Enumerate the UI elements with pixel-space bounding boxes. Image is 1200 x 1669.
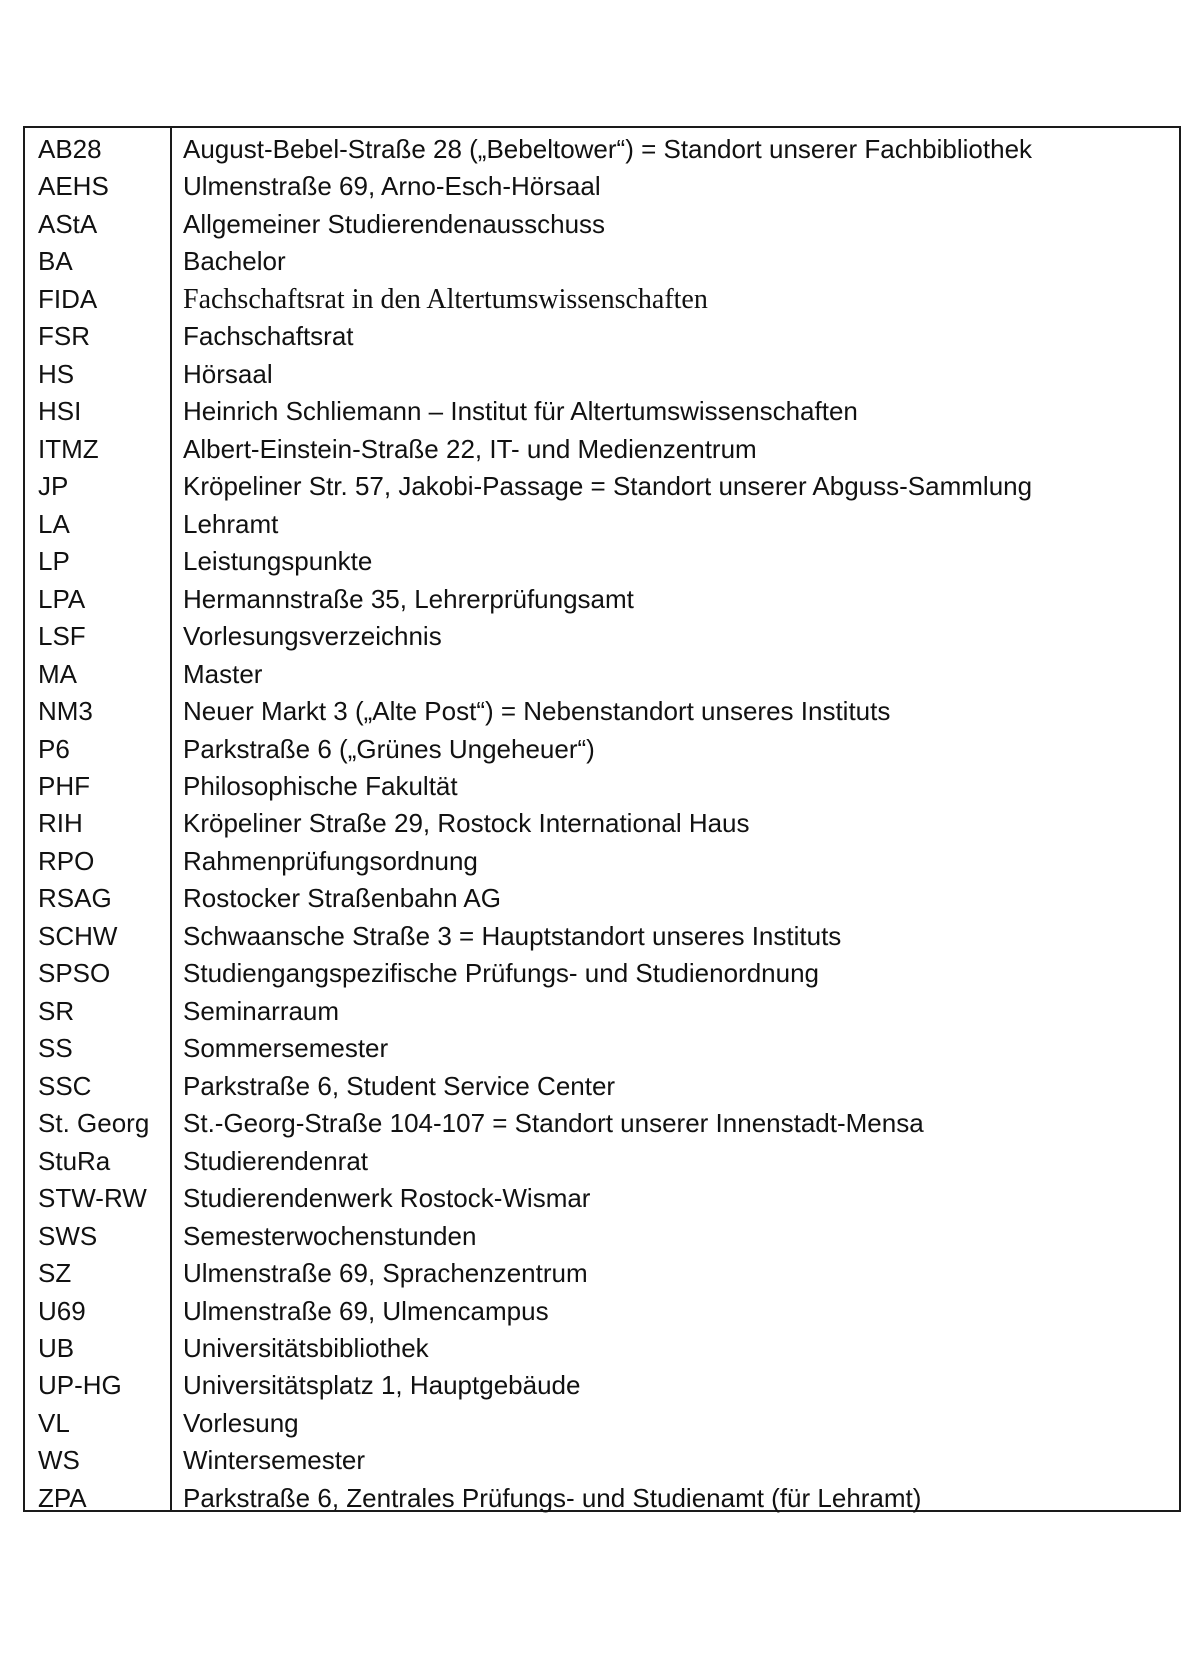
description-cell: Albert-Einstein-Straße 22, IT- und Medienzentrum <box>183 433 757 464</box>
abbreviation-cell: STW-RW <box>38 1183 147 1214</box>
description-cell: Parkstraße 6, Zentrales Prüfungs- und Studienamt (für Lehramt) <box>183 1482 922 1513</box>
abbreviation-cell: SR <box>38 995 75 1026</box>
abbreviation-cell: FSR <box>38 321 90 352</box>
table-row <box>25 1143 1179 1180</box>
table-row <box>25 393 1179 430</box>
abbreviation-cell: RPO <box>38 845 95 876</box>
abbreviation-cell: RIH <box>38 808 83 839</box>
table-row <box>25 131 1179 168</box>
table-row <box>25 1105 1179 1142</box>
table-row <box>25 1068 1179 1105</box>
table-row <box>25 880 1179 917</box>
abbreviation-cell: MA <box>38 658 77 689</box>
description-cell: Seminarraum <box>183 995 340 1026</box>
abbreviation-cell: LSF <box>38 621 86 652</box>
abbreviation-cell: JP <box>38 471 69 502</box>
table-row <box>25 1255 1179 1292</box>
abbreviation-cell: U69 <box>38 1295 86 1326</box>
description-cell: Universitätsbibliothek <box>183 1333 429 1363</box>
description-cell: Parkstraße 6, Student Service Center <box>183 1070 616 1101</box>
description-cell: Parkstraße 6 („Grünes Ungeheuer“) <box>183 733 595 764</box>
table-row <box>25 918 1179 955</box>
abbreviation-cell: NM3 <box>38 696 93 727</box>
abbreviation-cell: LPA <box>38 583 86 614</box>
description-cell: Universitätsplatz 1, Hauptgebäude <box>183 1370 581 1401</box>
description-cell: Rahmenprüfungsordnung <box>183 845 478 876</box>
description-cell: Allgemeiner Studierendenausschuss <box>183 208 606 239</box>
abbreviation-cell: AStA <box>38 208 98 239</box>
abbreviation-cell: ITMZ <box>38 433 99 464</box>
table-row <box>25 843 1179 880</box>
abbreviation-cell: SPSO <box>38 958 111 989</box>
table-row <box>25 693 1179 730</box>
table-row <box>25 805 1179 842</box>
table-row <box>25 581 1179 618</box>
description-cell: August-Bebel-Straße 28 („Bebeltower“) = Standort unserer Fachbibliothek <box>183 134 1033 164</box>
table-row <box>25 243 1179 280</box>
table-row <box>25 431 1179 468</box>
abbreviation-cell: LA <box>38 508 70 539</box>
description-cell: Bachelor <box>183 246 286 277</box>
abbreviation-cell: St. Georg <box>38 1108 150 1139</box>
abbreviation-cell: UB <box>38 1333 75 1363</box>
table-row <box>25 1180 1179 1217</box>
abbreviation-cell: P6 <box>38 733 70 764</box>
description-cell: Philosophische Fakultät <box>183 770 458 801</box>
description-cell: Kröpeliner Str. 57, Jakobi-Passage = Standort unserer Abguss-Sammlung <box>183 471 1033 502</box>
table-row <box>25 656 1179 693</box>
abbreviation-cell: SS <box>38 1033 73 1064</box>
abbreviation-cell: AEHS <box>38 171 109 202</box>
table-row <box>25 731 1179 768</box>
table-row <box>25 1330 1179 1367</box>
abbreviation-cell: LP <box>38 546 70 577</box>
description-cell: Heinrich Schliemann – Institut für Altertumswissenschaften <box>183 396 858 427</box>
abbreviation-table <box>23 126 1181 1512</box>
description-cell: Leistungspunkte <box>183 546 373 577</box>
table-row <box>25 1442 1179 1479</box>
description-cell: Studierendenwerk Rostock-Wismar <box>183 1183 591 1214</box>
abbreviation-cell: SCHW <box>38 920 118 951</box>
table-row <box>25 993 1179 1030</box>
table-row <box>25 281 1179 318</box>
table-row <box>25 1218 1179 1255</box>
abbreviation-cell: AB28 <box>38 134 102 164</box>
description-cell: Hörsaal <box>183 358 273 389</box>
table-row <box>25 618 1179 655</box>
abbreviation-cell: SSC <box>38 1070 92 1101</box>
description-cell: Studierendenrat <box>183 1145 369 1176</box>
abbreviation-cell: FIDA <box>38 283 98 314</box>
abbreviation-cell: SZ <box>38 1258 72 1289</box>
description-cell: Fachschaftsrat <box>183 321 354 352</box>
abbreviation-cell: RSAG <box>38 883 112 914</box>
table-row <box>25 506 1179 543</box>
abbreviation-cell: BA <box>38 246 73 277</box>
abbreviation-cell: StuRa <box>38 1145 111 1176</box>
table-row <box>25 1405 1179 1442</box>
description-cell: Ulmenstraße 69, Sprachenzentrum <box>183 1258 588 1289</box>
table-row <box>25 955 1179 992</box>
abbreviation-cell: HS <box>38 358 75 389</box>
description-cell: Vorlesung <box>183 1407 299 1438</box>
abbreviation-cell: ZPA <box>38 1482 87 1513</box>
description-cell: Schwaansche Straße 3 = Hauptstandort unseres Instituts <box>183 920 842 951</box>
table-row <box>25 468 1179 505</box>
table-body <box>25 131 1179 1517</box>
description-cell: Semesterwochenstunden <box>183 1220 477 1251</box>
abbreviation-cell: VL <box>38 1407 70 1438</box>
abbreviation-cell: HSI <box>38 396 82 427</box>
description-cell: Vorlesungsverzeichnis <box>183 621 442 652</box>
table-row <box>25 206 1179 243</box>
abbreviation-cell: PHF <box>38 770 90 801</box>
description-cell: Studiengangspezifische Prüfungs- und Studienordnung <box>183 958 820 989</box>
table-row <box>25 1480 1179 1517</box>
table-row <box>25 1293 1179 1330</box>
table-row <box>25 356 1179 393</box>
description-cell: Neuer Markt 3 („Alte Post“) = Nebenstandort unseres Instituts <box>183 696 891 727</box>
description-cell: Kröpeliner Straße 29, Rostock International Haus <box>183 808 750 839</box>
table-row <box>25 1030 1179 1067</box>
abbreviation-cell: WS <box>38 1445 80 1476</box>
description-cell: Rostocker Straßenbahn AG <box>183 883 501 914</box>
table-row <box>25 318 1179 355</box>
description-cell: St.-Georg-Straße 104-107 = Standort unserer Innenstadt-Mensa <box>183 1108 924 1139</box>
description-cell: Hermannstraße 35, Lehrerprüfungsamt <box>183 583 634 614</box>
table-row <box>25 768 1179 805</box>
abbreviation-cell: SWS <box>38 1220 98 1251</box>
table-row <box>25 168 1179 205</box>
description-cell: Ulmenstraße 69, Ulmencampus <box>183 1295 549 1326</box>
description-cell: Wintersemester <box>183 1445 366 1476</box>
description-cell: Fachschaftsrat in den Altertumswissenschaften <box>183 283 708 315</box>
table-row <box>25 1367 1179 1404</box>
table-row <box>25 543 1179 580</box>
description-cell: Lehramt <box>183 508 279 539</box>
description-cell: Sommersemester <box>183 1033 389 1064</box>
abbreviation-cell: UP-HG <box>38 1370 122 1401</box>
description-cell: Master <box>183 658 263 689</box>
description-cell: Ulmenstraße 69, Arno-Esch-Hörsaal <box>183 171 601 202</box>
